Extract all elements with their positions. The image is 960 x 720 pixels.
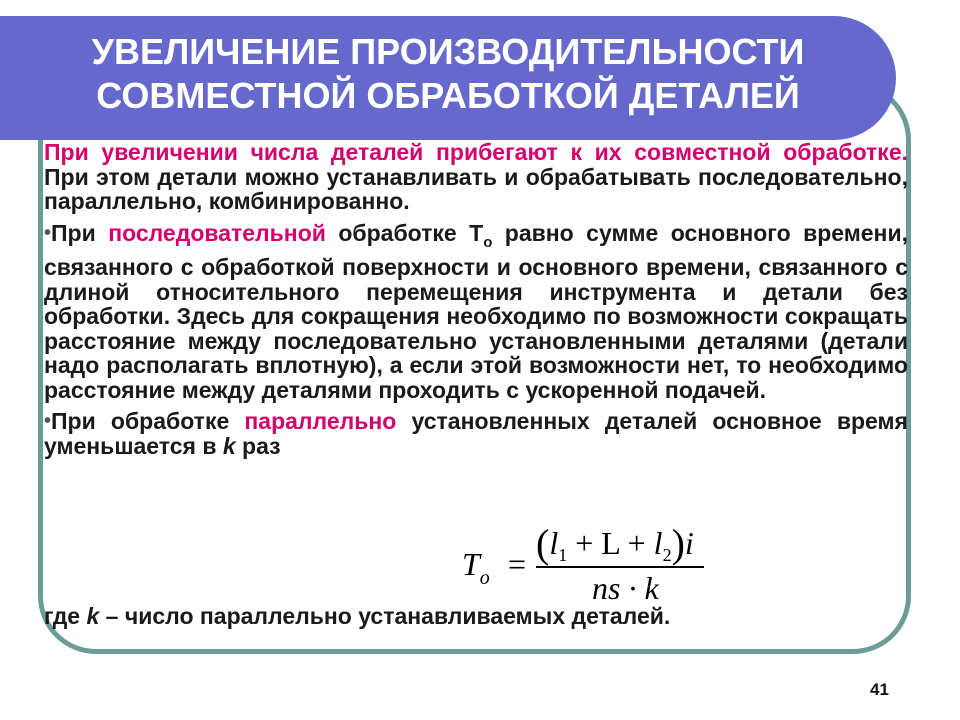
bullet-sequential-text: равно сумме основного времени, связанного с обработкой поверхности и основного времени, связанного с длиной относительного перемещения инструмента и детали без обработки. Здесь для сокращения необходимо по возможности сокращать расстояние между последовательно установленными деталями (детали надо располагать вплотную), а если этой возможности нет, то необходимо расстояние между деталями проходить с ускоренной подачей. [44,219,908,403]
bullet-parallel-end: раз [235,432,281,459]
fraction-bar [536,566,704,568]
time-formula [456,520,716,610]
parallel-highlight: параллельно [244,408,397,434]
l2-var: l [653,525,663,561]
slide-title [0,30,896,118]
bullet-sequential [44,221,908,403]
intro-highlight: При увеличении числа деталей прибегают к их совместной обработке. [44,139,908,165]
bullet-icon: • [44,410,52,432]
sequential-highlight: последовательной [108,219,326,246]
bullet-sequential-mid: обработке Т [325,219,484,246]
l1-var: l [549,525,559,561]
close-paren: ) [671,521,685,566]
bullet-sequential-start: При [51,219,109,246]
l1-sub: 1 [558,545,568,565]
bullet-parallel-text: установленных деталей основное время уменьшается в [44,408,908,459]
l2-sub: 2 [662,545,672,565]
i-var: i [684,525,694,561]
intro-rest: При этом детали можно устанавливать и обрабатывать последовательно, параллельно, комбинированно. [44,163,908,214]
title-line-2: СОВМЕСТНОЙ ОБРАБОТКОЙ ДЕТАЛЕЙ [96,75,800,116]
formula-T: T [462,546,480,582]
k-def-start: где [44,603,87,629]
to-subscript: о [483,233,493,251]
title-line-1: УВЕЛИЧЕНИЕ ПРОИЗВОДИТЕЛЬНОСТИ [91,31,805,72]
formula-lhs [462,546,490,590]
formula-denominator: ns · k [592,570,659,606]
slide-body [44,140,908,458]
bullet-parallel-start: При обработке [51,408,245,434]
k-def-text: – число параллельно устанавливаемых деталей. [99,603,671,629]
formula-equals: = [508,546,527,582]
page-number: 41 [870,680,889,699]
k-def-var: k [86,603,100,629]
bullet-icon: • [44,221,52,244]
bullet-parallel [44,409,908,458]
k-definition [44,603,670,630]
plus-L-plus: + L + [567,525,654,561]
formula-T-sub: o [479,567,490,589]
intro-paragraph [44,140,908,214]
k-variable: k [222,432,236,459]
open-paren: ( [536,521,550,566]
formula-numerator [536,520,694,567]
